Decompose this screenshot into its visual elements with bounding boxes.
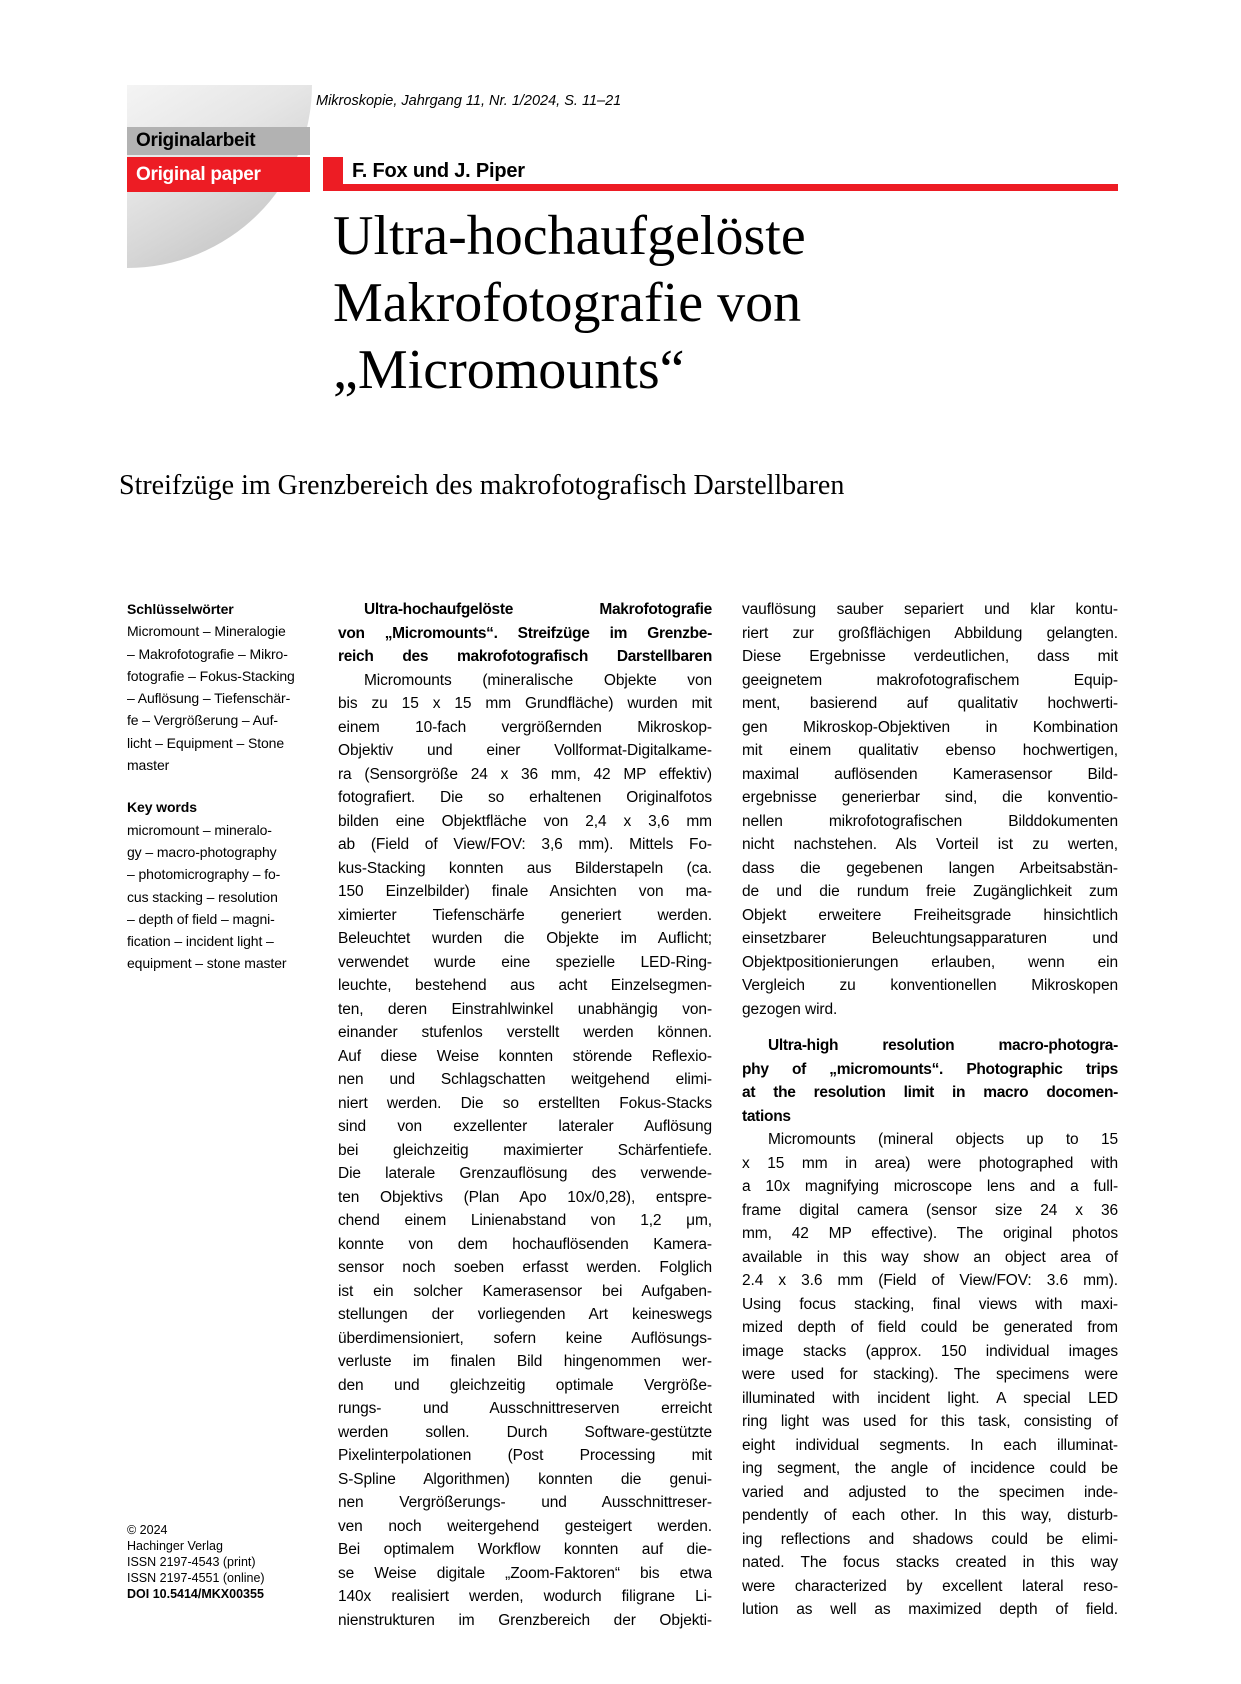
article-type-band-de: Originalarbeit <box>127 127 310 155</box>
article-title <box>333 203 1133 404</box>
text-line: „Micromounts“ <box>333 339 685 401</box>
text-line: Ultra-high resolution macro-photogra- <box>768 1037 1118 1054</box>
text-line: image stacks (approx. 150 individual images <box>742 1342 1118 1360</box>
text-line: werden sollen. Durch Software-gestützte <box>338 1423 712 1441</box>
text-line: Vergleich zu konventionellen Mikroskopen <box>742 977 1118 994</box>
text-line: konnte von dem hochauflösenden Kamera- <box>338 1235 712 1253</box>
author-names: F. Fox und J. Piper <box>352 160 525 182</box>
abstract-paragraph <box>338 669 712 1633</box>
text-line: verwendet wurde eine spezielle LED-Ring- <box>338 953 712 971</box>
text-line: phy of „micromounts“. Photographic trips <box>742 1060 1118 1078</box>
text-line: ing reflections and shadows could be elimi- <box>742 1530 1118 1548</box>
text-line: einander stufenlos verstellt werden können. <box>338 1024 712 1041</box>
text-line: at the resolution limit in macro docomen- <box>742 1084 1118 1101</box>
text-line: cus stacking – resolution <box>127 888 278 905</box>
abstract-heading <box>742 1034 1118 1128</box>
text-line: mit einem qualitativ ebenso hochwertigen, <box>742 742 1118 759</box>
text-line: Bei optimalem Workflow konnten auf die- <box>338 1541 712 1558</box>
keywords-en-block <box>127 796 317 974</box>
text-line: se Weise digitale „Zoom-Faktoren“ bis etwa <box>338 1564 712 1582</box>
abstract-en-column <box>742 598 1118 1622</box>
text-line: were characterized by excellent lateral reso- <box>742 1577 1118 1595</box>
text-line: S-Spline Algorithmen) konnten die genui- <box>338 1470 712 1488</box>
text-line: Ultra-hochaufgelöste Makrofotografie <box>364 601 712 618</box>
text-line: – Auflösung – Tiefenschär- <box>127 690 291 707</box>
text-line: fotografie – Fokus-Stacking <box>127 667 295 684</box>
text-line: überdimensioniert, sofern keine Auflösungs- <box>338 1329 712 1347</box>
text-line: ISSN 2197-4543 (print) <box>127 1555 256 1569</box>
text-line: master <box>127 757 170 774</box>
text-line: verluste im finalen Bild hingenommen wer- <box>338 1353 712 1370</box>
text-line: nen und Schlagschatten weitgehend elimi- <box>338 1071 712 1088</box>
article-subtitle: Streifzüge im Grenzbereich des makrofotografisch Darstellbaren <box>119 470 845 501</box>
text-line: Diese Ergebnisse verdeutlichen, dass mit <box>742 648 1118 665</box>
text-line: nen Vergrößerungs- und Ausschnittreser- <box>338 1494 712 1511</box>
text-line: bei gleichzeitig maximierter Schärfentiefe. <box>338 1141 712 1159</box>
text-line: Pixelinterpolationen (Post Processing mit <box>338 1447 712 1464</box>
text-line: ring light was used for this task, consisting of <box>742 1413 1118 1430</box>
abstract-paragraph <box>742 598 1118 1021</box>
text-line: Ultra-hochaufgelöste <box>333 205 806 267</box>
imprint-lines <box>127 1522 265 1586</box>
text-line: ist ein solcher Kamerasensor bei Aufgaben- <box>338 1282 712 1300</box>
keywords-en-heading: Key words <box>127 799 197 816</box>
imprint-block <box>127 1522 265 1602</box>
text-line: lution as well as maximized depth of field. <box>742 1601 1118 1618</box>
text-line: sensor noch soeben erfasst werden. Folglich <box>338 1259 712 1276</box>
keywords-de-block <box>127 598 317 776</box>
text-line: a 10x magnifying microscope lens and a full- <box>742 1178 1118 1195</box>
keywords-en-text <box>127 819 317 975</box>
abstract-paragraph <box>742 1128 1118 1622</box>
text-line: 150 Einzelbilder) finale Ansichten von ma- <box>338 883 712 900</box>
text-line: ment, basierend auf qualitativ hochwerti- <box>742 695 1118 712</box>
doi-line: DOI 10.5414/MKX00355 <box>127 1587 264 1601</box>
text-line: geeignetem makrofotografischem Equip- <box>742 671 1118 689</box>
text-line: varied and adjusted to the specimen inde- <box>742 1483 1118 1501</box>
author-rule <box>323 184 1118 191</box>
text-line: available in this way show an object area of <box>742 1248 1118 1266</box>
text-line: illuminated with incident light. A special LED <box>742 1389 1118 1407</box>
text-line: einem 10-fach vergrößernden Mikroskop- <box>338 718 712 736</box>
text-line: ten Objektivs (Plan Apo 10x/0,28), entspre- <box>338 1188 712 1206</box>
text-line: Auf diese Weise konnten störende Reflexio- <box>338 1047 712 1065</box>
text-line: den und gleichzeitig optimale Vergröße- <box>338 1376 712 1394</box>
text-line: riert zur großflächigen Abbildung gelangten. <box>742 624 1118 642</box>
text-line: ergebnisse generierbar sind, die konventio- <box>742 789 1118 806</box>
text-line: ra (Sensorgröße 24 x 36 mm, 42 MP effektiv) <box>338 765 712 783</box>
text-line: – photomicrography – fo- <box>127 866 281 883</box>
text-line: gezogen wird. <box>742 1000 838 1018</box>
text-line: pendently of each other. In this way, disturb- <box>742 1507 1118 1524</box>
keywords-de-text <box>127 620 317 776</box>
text-line: – depth of field – magni- <box>127 910 275 927</box>
text-line: mized depth of field could be generated from <box>742 1319 1118 1336</box>
text-line: fotografiert. Die so erhaltenen Originalfotos <box>338 789 712 806</box>
text-line: tations <box>742 1107 791 1125</box>
text-line: frame digital camera (sensor size 24 x 36 <box>742 1201 1118 1219</box>
text-line: sind von exzellenter lateraler Auflösung <box>338 1118 712 1135</box>
text-line: nienstrukturen im Grenzbereich der Objekti- <box>338 1611 712 1629</box>
text-line: maximal auflösenden Kamerasensor Bild- <box>742 765 1118 783</box>
text-line: niert werden. Die so erstellten Fokus-Stacks <box>338 1094 712 1112</box>
text-line: chend einem Linienabstand von 1,2 μm, <box>338 1212 712 1229</box>
text-line: Hachinger Verlag <box>127 1539 223 1553</box>
text-line: bis zu 15 x 15 mm Grundfläche) wurden mit <box>338 695 712 712</box>
text-line: gen Mikroskop-Objektiven in Kombination <box>742 718 1118 736</box>
text-line: ing segment, the angle of incidence could be <box>742 1460 1118 1477</box>
text-line: fication – incident light – <box>127 933 274 950</box>
text-line: Micromounts (mineral objects up to 15 <box>768 1131 1118 1148</box>
text-line: dass die gegebenen langen Arbeitsabstän- <box>742 859 1118 877</box>
text-line: ab (Field of View/FOV: 3,6 mm). Mittels Fo- <box>338 836 712 853</box>
text-line: stellungen der vorliegenden Art keineswegs <box>338 1306 712 1323</box>
journal-citation: Mikroskopie, Jahrgang 11, Nr. 1/2024, S. 11–21 <box>316 93 622 109</box>
text-line: kus-Stacking konnten aus Bilderstapeln (ca. <box>338 859 712 877</box>
text-line: 2.4 x 3.6 mm (Field of View/FOV: 3.6 mm). <box>742 1272 1118 1289</box>
text-line: Micromount – Mineralogie <box>127 623 286 640</box>
text-line: bilden eine Objektfläche von 2,4 x 3,6 mm <box>338 812 712 830</box>
text-line: gy – macro-photography <box>127 843 277 860</box>
text-line: licht – Equipment – Stone <box>127 734 285 751</box>
text-line: Micromounts (mineralische Objekte von <box>364 671 712 689</box>
text-line: eight individual segments. In each illuminat- <box>742 1436 1118 1454</box>
text-line: nicht nachstehen. Als Vorteil ist zu werten, <box>742 836 1118 853</box>
text-line: ten, deren Einstrahlwinkel unabhängig von- <box>338 1000 712 1018</box>
text-line: Using focus stacking, final views with maxi- <box>742 1295 1118 1313</box>
text-line: ISSN 2197-4551 (online) <box>127 1571 265 1585</box>
text-line: fe – Vergrößerung – Auf- <box>127 712 278 729</box>
text-line: ven noch weitergehend gesteigert werden. <box>338 1517 712 1535</box>
text-line: mm, 42 MP effective). The original photos <box>742 1225 1118 1242</box>
abstract-heading <box>338 598 712 669</box>
text-line: rungs- und Ausschnittreserven erreicht <box>338 1400 712 1417</box>
text-line: Die laterale Grenzauflösung des verwende- <box>338 1165 712 1182</box>
article-type-band-en: Original paper <box>127 157 310 192</box>
text-line: Beleuchtet wurden die Objekte im Auflicht; <box>338 930 712 947</box>
text-line: de und die rundum freie Zugänglichkeit zum <box>742 883 1118 900</box>
text-line: © 2024 <box>127 1523 168 1537</box>
text-line: nellen mikrofotografischen Bilddokumenten <box>742 812 1118 830</box>
text-line: – Makrofotografie – Mikro- <box>127 645 288 662</box>
text-line: Objektiv und einer Vollformat-Digitalkame- <box>338 742 712 759</box>
abstract-de-column <box>338 598 712 1632</box>
text-line: einsetzbarer Beleuchtungsapparaturen und <box>742 930 1118 947</box>
keywords-sidebar <box>127 598 317 995</box>
text-line: Objekt erweitere Freiheitsgrade hinsichtlich <box>742 906 1118 924</box>
keywords-de-heading: Schlüsselwörter <box>127 601 234 617</box>
text-line: Makrofotografie von <box>333 272 802 334</box>
text-line: ximierter Tiefenschärfe generiert werden. <box>338 906 712 924</box>
text-line: equipment – stone master <box>127 955 287 972</box>
text-line: x 15 mm in area) were photographed with <box>742 1154 1118 1172</box>
text-line: vauflösung sauber separiert und klar kontu- <box>742 601 1118 618</box>
text-line: 140x realisiert werden, wodurch filigrane Li- <box>338 1588 712 1605</box>
text-line: von „Micromounts“. Streifzüge im Grenzbe- <box>338 624 712 642</box>
text-line: reich des makrofotografisch Darstellbaren <box>338 648 712 665</box>
text-line: nated. The focus stacks created in this way <box>742 1554 1118 1571</box>
text-line: were used for stacking). The specimens were <box>742 1366 1118 1383</box>
text-line: Objektpositionierungen erlauben, wenn ein <box>742 953 1118 971</box>
text-line: micromount – mineralo- <box>127 821 272 838</box>
text-line: leuchte, bestehend aus acht Einzelsegmen- <box>338 977 712 994</box>
